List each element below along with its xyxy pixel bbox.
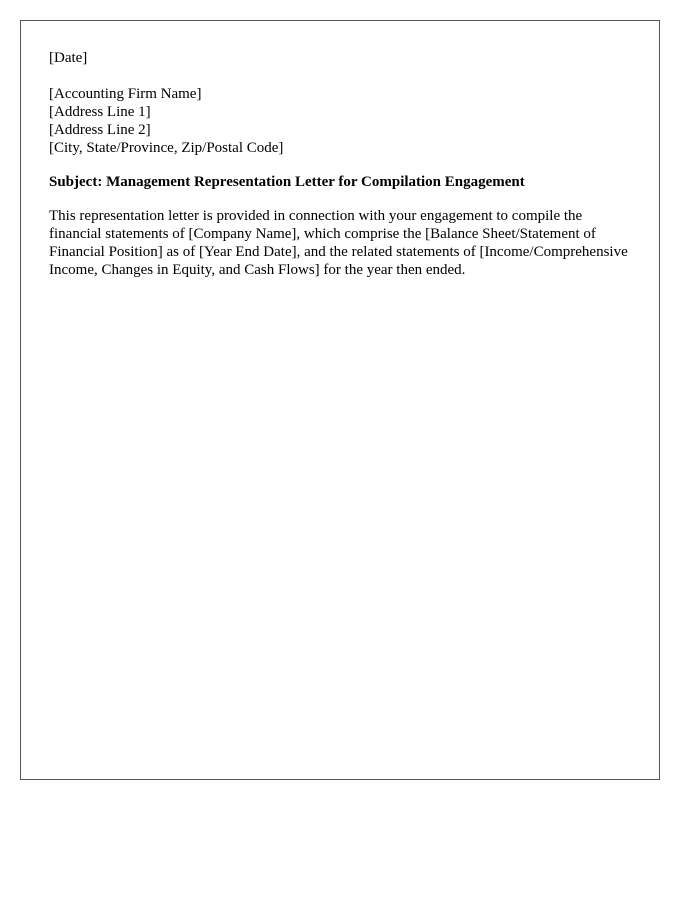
letter-body-paragraph: This representation letter is provided in connection with your engagement to compile the financial statements of [Company Name], which comprise the [Balance Sheet/Statement of Financial Position] as of [Year End Date], and the related statements of [Income/Comprehensive Income, Changes in Equity, and Cash Flows] for the year then ended. bbox=[49, 208, 628, 278]
recipient-firm-name: [Accounting Firm Name] bbox=[49, 86, 202, 102]
recipient-address-block bbox=[49, 85, 631, 157]
recipient-city-state-zip: [City, State/Province, Zip/Postal Code] bbox=[49, 140, 284, 156]
letter-subject: Subject: Management Representation Letter for Compilation Engagement bbox=[49, 174, 525, 190]
date-block bbox=[49, 49, 631, 67]
recipient-address-line-1: [Address Line 1] bbox=[49, 104, 151, 120]
letter-date: [Date] bbox=[49, 50, 88, 66]
recipient-address-line-2: [Address Line 2] bbox=[49, 122, 151, 138]
letter-page bbox=[20, 20, 660, 780]
